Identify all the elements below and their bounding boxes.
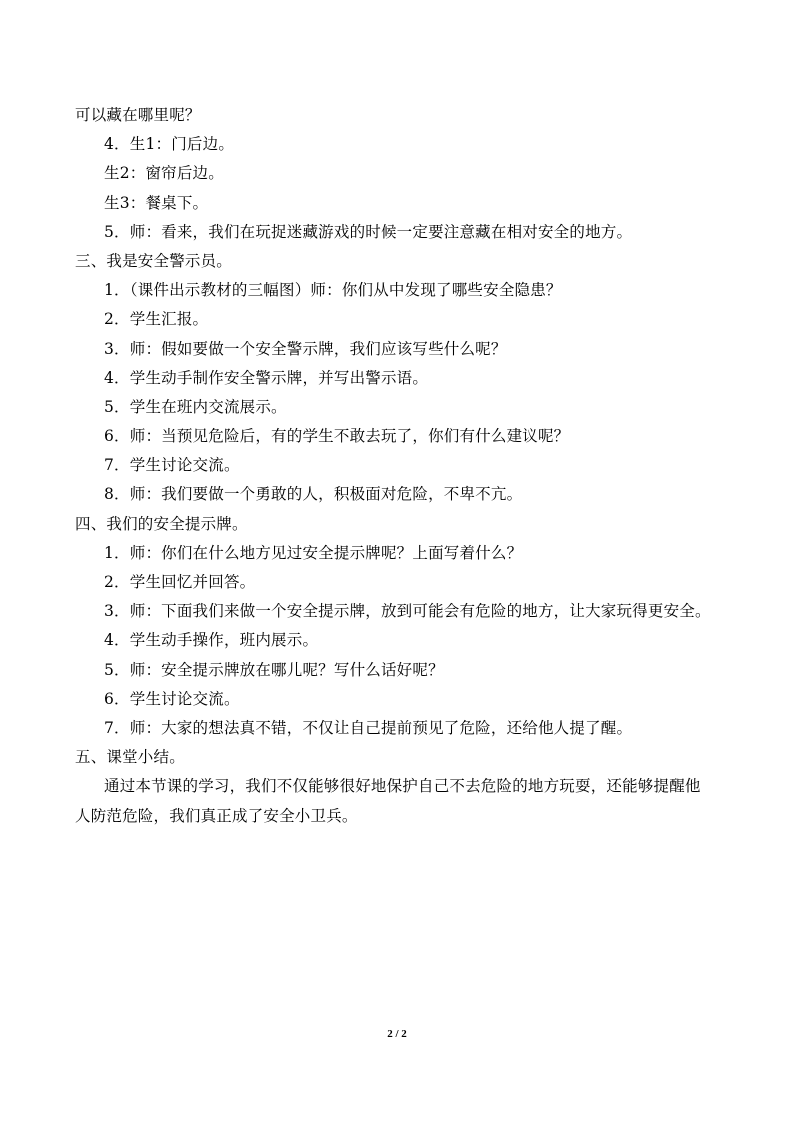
text-line: 2．学生汇报。: [104, 310, 209, 329]
text-line: 4．学生动手操作，班内展示。: [104, 631, 319, 650]
section-heading: 五、课堂小结。: [75, 748, 185, 767]
section-heading: 四、我们的安全提示牌。: [75, 514, 248, 533]
text-line: 5．师：安全提示牌放在哪儿呢？写什么话好呢？: [104, 660, 444, 679]
text-line: 2．学生回忆并回答。: [104, 573, 256, 591]
text-line: 7．师：大家的想法真不错，不仅让自己提前预见了危险，还给他人提了醒。: [104, 718, 633, 737]
text-line: 可以藏在哪里呢？: [75, 106, 201, 124]
text-line: 8．师：我们要做一个勇敢的人，积极面对危险，不卑不亢。: [104, 485, 523, 504]
summary-paragraph: 通过本节课的学习，我们不仅能够很好地保护自己不去危险的地方玩耍，还能够提醒他人防范危险，我们真正成了安全小卫兵。: [75, 777, 701, 825]
text-line: 1．（课件出示教材的三幅图）师：你们从中发现了哪些安全隐患？: [104, 281, 562, 300]
text-line: 7．学生讨论交流。: [104, 456, 240, 475]
text-line: 6．学生讨论交流。: [104, 689, 240, 708]
text-line: 生3：餐桌下。: [104, 193, 209, 212]
section-heading: 三、我是安全警示员。: [75, 251, 233, 270]
text-line: 3．师：下面我们来做一个安全提示牌，放到可能会有危险的地方，让大家玩得更安全。: [104, 602, 711, 621]
text-line: 4．生1：门后边。: [104, 135, 235, 154]
text-line: 1．师：你们在什么地方见过安全提示牌呢？上面写着什么？: [104, 543, 523, 562]
text-line: 生2：窗帘后边。: [104, 164, 224, 183]
text-line: 6．师：当预见危险后，有的学生不敢去玩了，你们有什么建议呢？: [104, 427, 570, 446]
text-line: 5．师：看来，我们在玩捉迷藏游戏的时候一定要注意藏在相对安全的地方。: [104, 222, 633, 241]
text-line: 4．学生动手制作安全警示牌，并写出警示语。: [104, 368, 429, 387]
text-line: 3．师：假如要做一个安全警示牌，我们应该写些什么呢？: [104, 339, 507, 358]
document-body: [75, 101, 725, 831]
text-line: 5．学生在班内交流展示。: [104, 397, 287, 416]
page-number: 2 / 2: [387, 1028, 407, 1040]
